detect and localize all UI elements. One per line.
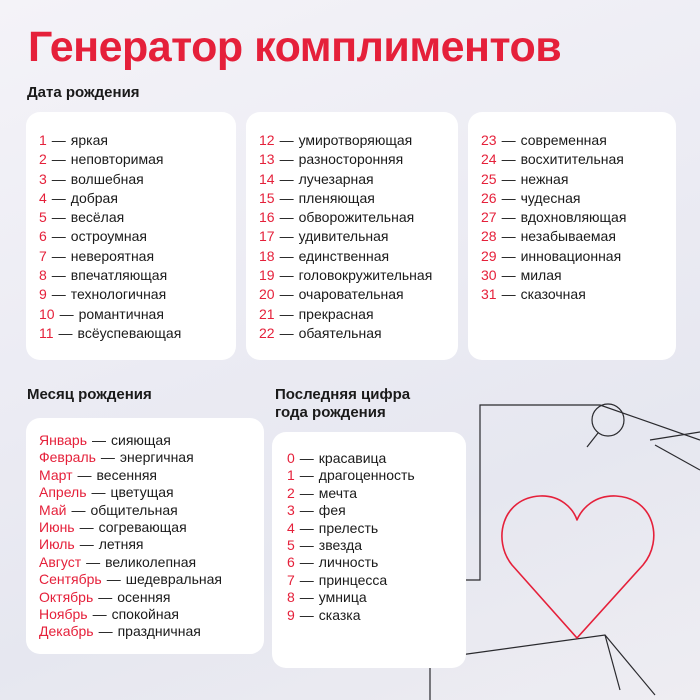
item-word: энергичная (119, 449, 194, 466)
item-separator: — (279, 267, 294, 284)
item-key: 18 (259, 247, 275, 264)
list-item (481, 150, 626, 169)
decor-frame-line-4 (460, 635, 655, 695)
list-item (259, 266, 432, 285)
item-key: 13 (259, 151, 275, 168)
item-key: Август (39, 553, 82, 570)
item-key: Январь (39, 432, 87, 448)
item-word: обаятельная (298, 324, 382, 341)
decor-frame-line-5 (605, 635, 620, 690)
item-separator: — (51, 267, 66, 284)
item-separator: — (279, 209, 294, 226)
item-word: чудесная (520, 189, 581, 206)
item-separator: — (501, 209, 516, 226)
list-item (39, 227, 181, 246)
item-separator: — (299, 450, 314, 466)
item-key: 7 (39, 247, 47, 264)
list-item (259, 170, 432, 189)
item-word: технологичная (70, 286, 167, 303)
item-separator: — (279, 286, 294, 303)
item-key: 0 (287, 450, 295, 466)
item-key: Май (39, 501, 67, 518)
item-word: единственная (298, 247, 390, 264)
item-separator: — (98, 588, 113, 605)
item-separator: — (106, 571, 121, 588)
item-separator: — (51, 170, 66, 187)
item-separator: — (501, 170, 516, 187)
item-separator: — (279, 189, 294, 206)
item-word: удивительная (298, 228, 389, 245)
list-item (39, 571, 222, 588)
item-word: нежная (520, 170, 569, 187)
birth-date-label: Дата рождения (27, 84, 140, 101)
item-key: 7 (287, 571, 295, 588)
list-item (287, 450, 415, 467)
item-word: пленяющая (298, 189, 375, 206)
item-key: 3 (39, 170, 47, 187)
item-key: 8 (287, 589, 295, 606)
item-separator: — (79, 519, 94, 536)
item-word: весёлая (70, 209, 125, 226)
item-separator: — (51, 151, 66, 168)
item-key: 10 (39, 305, 55, 322)
list-item (39, 467, 222, 484)
item-key: Ноябрь (39, 606, 88, 623)
item-separator: — (501, 151, 516, 168)
list-item (481, 285, 626, 304)
list-item (259, 247, 432, 266)
item-separator: — (501, 247, 516, 264)
item-key: 6 (39, 228, 47, 245)
item-word: остроумная (70, 228, 147, 245)
item-separator: — (299, 571, 314, 588)
item-separator: — (279, 247, 294, 264)
list-item (481, 131, 626, 150)
decor-frame-line-2 (650, 432, 700, 440)
item-word: вдохновляющая (520, 209, 627, 226)
list-item (287, 589, 415, 606)
year-digit-card (272, 432, 466, 668)
list-item (287, 502, 415, 519)
list-item (481, 208, 626, 227)
item-word: неповторимая (70, 151, 164, 168)
decor-frame-line-1 (430, 405, 700, 700)
item-separator: — (279, 170, 294, 187)
item-key: 9 (287, 606, 295, 623)
item-key: 8 (39, 267, 47, 284)
item-separator: — (501, 286, 516, 303)
item-word: волшебная (70, 170, 144, 187)
list-item (39, 150, 181, 169)
item-key: Июль (39, 536, 75, 553)
list-item (39, 449, 222, 466)
item-key: 19 (259, 267, 275, 284)
item-key: 22 (259, 324, 275, 341)
item-word: умиротворяющая (298, 132, 413, 148)
list-item (287, 554, 415, 571)
day-card-2 (246, 112, 458, 360)
item-word: спокойная (111, 606, 179, 623)
item-separator: — (100, 449, 115, 466)
item-word: сияющая (111, 432, 171, 448)
list-item (287, 572, 415, 589)
item-key: 23 (481, 132, 497, 148)
list-item (287, 537, 415, 554)
item-separator: — (279, 305, 294, 322)
item-key: 2 (39, 151, 47, 168)
list-item (39, 606, 222, 623)
item-separator: — (86, 553, 101, 570)
item-word: яркая (70, 132, 108, 148)
item-word: прекрасная (298, 305, 374, 322)
item-separator: — (51, 209, 66, 226)
item-word: разносторонняя (298, 151, 404, 168)
birth-month-label: Месяц рождения (27, 386, 152, 403)
list-item (39, 208, 181, 227)
item-word: впечатляющая (70, 267, 168, 284)
list-item (481, 247, 626, 266)
decor-magnifier-circle (592, 404, 624, 436)
list-item (39, 554, 222, 571)
list-item (481, 189, 626, 208)
list-item (287, 520, 415, 537)
item-key: 4 (39, 189, 47, 206)
item-separator: — (501, 228, 516, 245)
item-key: 30 (481, 267, 497, 284)
list-item (39, 623, 222, 640)
item-word: праздничная (117, 623, 201, 640)
list-item (481, 266, 626, 285)
item-word: личность (318, 554, 379, 571)
item-separator: — (299, 554, 314, 571)
item-key: 28 (481, 228, 497, 245)
list-item (259, 285, 432, 304)
item-key: 1 (39, 132, 47, 148)
list-item (287, 607, 415, 624)
item-key: 6 (287, 554, 295, 571)
item-separator: — (299, 537, 314, 554)
item-word: согревающая (98, 519, 187, 536)
item-separator: — (77, 466, 92, 483)
item-separator: — (98, 623, 113, 640)
day-card-1 (26, 112, 236, 360)
item-key: 24 (481, 151, 497, 168)
item-word: умница (318, 589, 367, 606)
item-word: принцесса (318, 571, 388, 588)
item-key: Октябрь (39, 588, 94, 605)
item-separator: — (58, 324, 73, 341)
list-item (39, 247, 181, 266)
item-key: 27 (481, 209, 497, 226)
item-word: очаровательная (298, 286, 404, 303)
item-key: 3 (287, 502, 295, 519)
item-separator: — (51, 189, 66, 206)
item-word: милая (520, 267, 562, 284)
item-word: всёуспевающая (77, 324, 182, 341)
item-word: красавица (318, 450, 387, 466)
list-item (39, 502, 222, 519)
item-key: 29 (481, 247, 497, 264)
item-word: сказка (318, 606, 361, 623)
list-item (39, 589, 222, 606)
item-key: 31 (481, 286, 497, 303)
item-separator: — (92, 606, 107, 623)
item-separator: — (51, 247, 66, 264)
decor-frame-line-3 (655, 445, 700, 470)
item-separator: — (299, 519, 314, 536)
list-item (39, 189, 181, 208)
item-word: мечта (318, 484, 358, 501)
item-key: 17 (259, 228, 275, 245)
item-word: инновационная (520, 247, 622, 264)
decor-magnifier-handle (587, 433, 598, 447)
item-separator: — (59, 305, 74, 322)
item-word: добрая (70, 189, 118, 206)
list-item (39, 266, 181, 285)
item-word: драгоценность (318, 467, 415, 484)
item-key: Июнь (39, 519, 75, 536)
item-key: 12 (259, 132, 275, 148)
item-word: летняя (98, 536, 144, 553)
item-separator: — (51, 132, 66, 148)
list-item (39, 131, 181, 150)
item-word: общительная (90, 501, 178, 518)
list-item (259, 324, 432, 343)
list-item (481, 170, 626, 189)
item-key: Сентябрь (39, 571, 102, 588)
list-item (39, 519, 222, 536)
item-separator: — (279, 228, 294, 245)
item-separator: — (279, 324, 294, 341)
item-word: восхитительная (520, 151, 624, 168)
item-separator: — (299, 467, 314, 484)
item-key: 20 (259, 286, 275, 303)
item-word: невероятная (70, 247, 155, 264)
item-key: 21 (259, 305, 275, 322)
item-key: 2 (287, 484, 295, 501)
item-separator: — (279, 132, 294, 148)
item-word: романтичная (78, 305, 164, 322)
item-key: 9 (39, 286, 47, 303)
item-key: 26 (481, 189, 497, 206)
item-key: 25 (481, 170, 497, 187)
item-separator: — (279, 151, 294, 168)
day-card-3 (468, 112, 676, 360)
item-word: современная (520, 132, 607, 148)
item-separator: — (299, 589, 314, 606)
item-word: шедевральная (125, 571, 222, 588)
item-key: Февраль (39, 449, 96, 466)
item-word: сказочная (520, 286, 586, 303)
list-item (259, 227, 432, 246)
item-separator: — (71, 501, 86, 518)
item-separator: — (299, 484, 314, 501)
list-item (287, 467, 415, 484)
list-item (259, 189, 432, 208)
list-item (287, 485, 415, 502)
item-word: великолепная (105, 553, 197, 570)
list-item (39, 432, 222, 449)
item-word: звезда (318, 537, 363, 554)
item-separator: — (91, 484, 106, 501)
item-key: 4 (287, 519, 295, 536)
item-key: Декабрь (39, 623, 94, 640)
list-item (259, 131, 432, 150)
list-item (259, 208, 432, 227)
item-separator: — (299, 606, 314, 623)
item-word: прелесть (318, 519, 379, 536)
item-separator: — (501, 189, 516, 206)
list-item (259, 305, 432, 324)
item-word: лучезарная (298, 170, 374, 187)
list-item (39, 324, 181, 343)
item-key: Март (39, 466, 73, 483)
item-separator: — (51, 286, 66, 303)
item-key: 16 (259, 209, 275, 226)
item-key: 11 (39, 324, 54, 341)
item-key: 5 (39, 209, 47, 226)
item-key: 15 (259, 189, 275, 206)
item-key: Апрель (39, 484, 87, 501)
item-word: головокружительная (298, 267, 433, 284)
list-item (39, 285, 181, 304)
item-key: 5 (287, 537, 295, 554)
month-card (26, 418, 264, 654)
item-separator: — (501, 132, 516, 148)
item-key: 14 (259, 170, 275, 187)
item-word: фея (318, 502, 346, 519)
item-word: цветущая (110, 484, 174, 501)
list-item (481, 227, 626, 246)
item-separator: — (51, 228, 66, 245)
list-item (259, 150, 432, 169)
item-key: 1 (287, 467, 295, 484)
list-item (39, 536, 222, 553)
list-item (39, 305, 181, 324)
item-word: осенняя (117, 588, 171, 605)
item-word: обворожительная (298, 209, 415, 226)
item-separator: — (92, 432, 106, 448)
item-word: незабываемая (520, 228, 616, 245)
item-word: весенняя (96, 466, 157, 483)
page-title: Генератор комплиментов (28, 23, 562, 71)
list-item (39, 170, 181, 189)
item-separator: — (501, 267, 516, 284)
item-separator: — (299, 502, 314, 519)
item-separator: — (79, 536, 94, 553)
birth-year-digit-label: Последняя цифра года рождения (275, 386, 411, 421)
list-item (39, 484, 222, 501)
